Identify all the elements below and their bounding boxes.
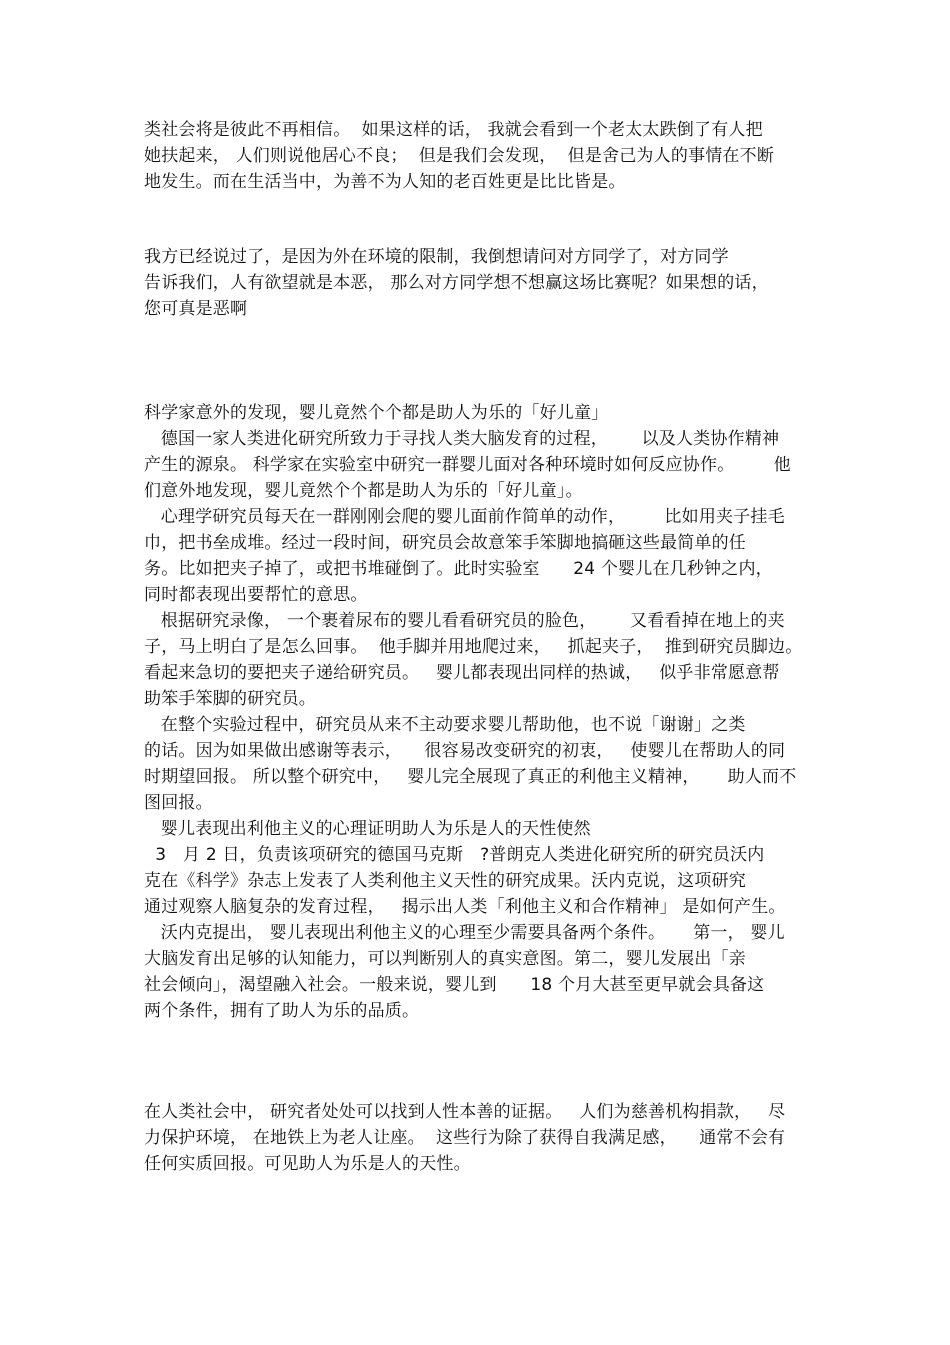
text-line: 通过观察人脑复杂的发育过程， 揭示出人类「利他主义和合作精神」 是如何产生。 xyxy=(144,897,786,917)
text-line: 图回报。 xyxy=(144,793,213,813)
text-line: 看起来急切的要把夹子递给研究员。 婴儿都表现出同样的热诚， 似乎非常愿意帮 xyxy=(144,663,780,683)
text-line: 务。比如把夹子掉了，或把书堆碰倒了。此时实验室 24 个婴儿在几秒钟之内， xyxy=(144,559,773,579)
text-line: 任何实质回报。可见助人为乐是人的天性。 xyxy=(144,1154,471,1174)
text-line: 助笨手笨脚的研究员。 xyxy=(144,689,316,709)
text-line: 产生的源泉。 科学家在实验室中研究一群婴儿面对各种环境时如何反应协作。 他 xyxy=(144,455,791,475)
section-heading: 婴儿表现出利他主义的心理证明助人为乐是人的天性使然 xyxy=(144,819,591,839)
text-line: 两个条件，拥有了助人为乐的品质。 xyxy=(144,1001,420,1021)
text-line: 同时都表现出要帮忙的意思。 xyxy=(144,585,368,605)
text-line: 在整个实验过程中，研究员从来不主动要求婴儿帮助他，也不说「谢谢」之类 xyxy=(144,715,746,735)
text-line: 力保护环境， 在地铁上为老人让座。 这些行为除了获得自我满足感， 通常不会有 xyxy=(144,1128,786,1148)
text-line: 大脑发育出足够的认知能力，可以判断别人的真实意图。第二，婴儿发展出「亲 xyxy=(144,949,746,969)
text-line: 在人类社会中， 研究者处处可以找到人性本善的证据。 人们为慈善机构捐款， 尽 xyxy=(144,1102,786,1122)
text-line: 类社会将是彼此不再相信。 如果这样的话， 我就会看到一个老太太跌倒了有人把 xyxy=(144,120,763,140)
text-line: 克在《科学》杂志上发表了人类利他主义天性的研究成果。沃内克说，这项研究 xyxy=(144,871,746,891)
article-title: 科学家意外的发现，婴儿竟然个个都是助人为乐的「好儿童」 xyxy=(144,403,609,423)
text-line: 子，马上明白了是怎么回事。 他手脚并用地爬过来， 抓起夹子， 推到研究员脚边。 xyxy=(144,637,803,657)
text-line: 时期望回报。 所以整个研究中， 婴儿完全展现了真正的利他主义精神， 助人而不 xyxy=(144,767,797,787)
text-line: 我方已经说过了，是因为外在环境的限制，我倒想请问对方同学了，对方同学 xyxy=(144,247,729,267)
text-line: 根据研究录像， 一个裹着尿布的婴儿看看研究员的脸色， 又看看掉在地上的夹 xyxy=(144,611,785,631)
text-line: 德国一家人类进化研究所致力于寻找人类大脑发育的过程， 以及人类协作精神 xyxy=(144,429,780,449)
text-line: 心理学研究员每天在一群刚刚会爬的婴儿面前作简单的动作， 比如用夹子挂毛 xyxy=(144,507,785,527)
text-line: 她扶起来， 人们则说他居心不良； 但是我们会发现， 但是舍己为人的事情在不断 xyxy=(144,146,775,166)
text-line: 沃内克提出， 婴儿表现出利他主义的心理至少需要具备两个条件。 第一， 婴儿 xyxy=(144,923,785,943)
text-line: 社会倾向」，渴望融入社会。一般来说，婴儿到 18 个月大甚至更早就会具备这 xyxy=(144,975,765,995)
text-line: 地发生。而在生活当中，为善不为人知的老百姓更是比比皆是。 xyxy=(144,172,626,192)
text-line: 您可真是恶啊 xyxy=(144,299,248,319)
text-line: 们意外地发现，婴儿竟然个个都是助人为乐的「好儿童」。 xyxy=(144,481,583,501)
text-line: 3 月 2 日，负责该项研究的德国马克斯 ?普朗克人类进化研究所的研究员沃内 xyxy=(144,845,765,865)
text-line: 巾，把书垒成堆。经过一段时间，研究员会故意笨手笨脚地搞砸这些最简单的任 xyxy=(144,533,746,553)
text-line: 告诉我们，人有欲望就是本恶， 那么对方同学想不想赢这场比赛呢？如果想的话， xyxy=(144,273,769,293)
text-line: 的话。因为如果做出感谢等表示， 很容易改变研究的初衷， 使婴儿在帮助人的同 xyxy=(144,741,786,761)
